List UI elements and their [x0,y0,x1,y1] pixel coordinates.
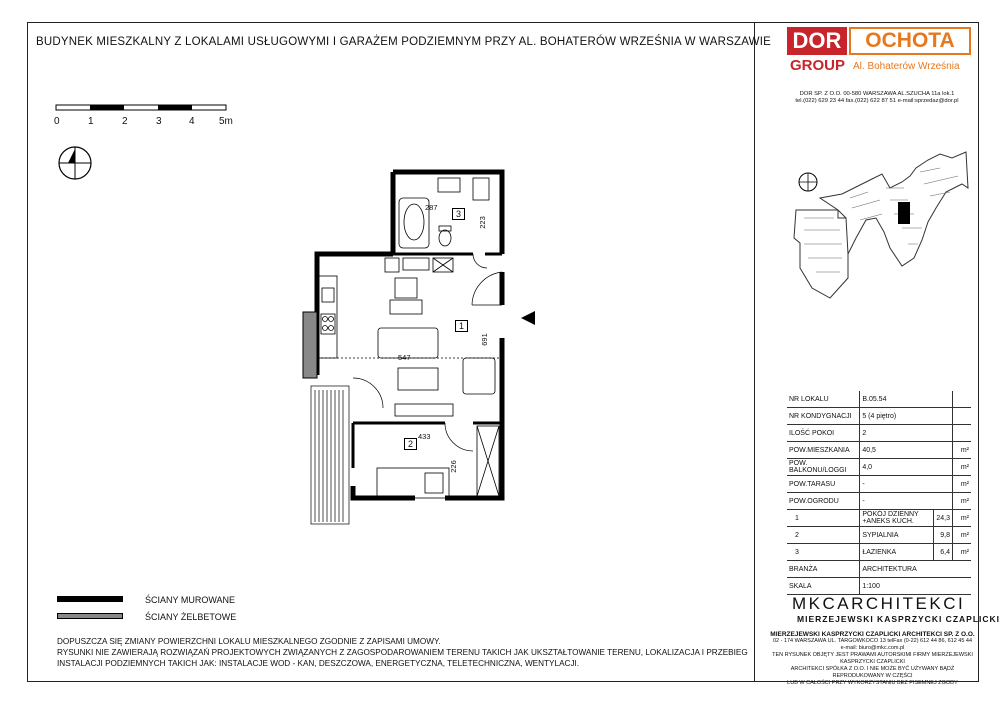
concrete-wall [303,312,317,378]
architect-line: TEN RYSUNEK OBJĘTY JEST PRAWAMI AUTORSKIMI FIRMY MIERZEJEWSKI KASPRZYCKI CZAPLICKI [772,652,973,665]
room-row [787,527,971,544]
info-unit [953,408,972,425]
info-unit: m² [953,493,972,510]
legend-masonry: ŚCIANY MUROWANE [145,595,236,605]
dimension: 691 [479,333,489,346]
info-value: ARCHITEKTURA [860,561,971,578]
room-no: 1 [787,510,860,527]
info-table [787,391,971,595]
info-value: - [860,476,953,493]
logo-subtitle: Al. Bohaterów Września [853,61,960,72]
note-line: RYSUNKI NIE ZAWIERAJĄ ROZWIĄZAŃ PROJEKTOWYCH ZWIĄZANYCH Z ZAGOSPODAROWANIEM TERENU TAKICH JAK UKSZTAŁTOWANIE TERENU, LOKALIZACJA I PRZEBIEG [57,648,748,657]
room-number-2: 2 [404,438,417,450]
info-row [787,493,971,510]
title-block-divider [754,22,755,682]
info-row [787,561,971,578]
company-address [782,91,972,105]
info-value: B.05.54 [860,391,953,408]
dimension: 287 [425,203,438,212]
mkc-subtitle: MIERZEJEWSKI KASPRZYCKI CZAPLICKI [797,614,1000,624]
info-label: SKALA [787,578,860,595]
info-value: 1:100 [860,578,971,595]
floor-plan [295,168,535,533]
room-name: ŁAZIENKA [860,544,934,561]
info-unit [953,391,972,408]
room-number-1: 1 [455,320,468,332]
room-unit: m² [953,510,972,527]
unit-location-marker [898,202,910,224]
info-label: NR KONDYGNACJI [787,408,860,425]
info-label: POW. BALKONU/LOGGI [787,459,860,476]
room-row [787,510,971,527]
info-value: 40,5 [860,442,953,459]
note-line: INSTALACJI PODZIEMNYCH TAKICH JAK: INSTALACJE WOD - KAN, DESZCZOWA, ENERGETYCZNA, TELETECHNICZNA, WENTYLACJI. [57,659,580,668]
scale-label: 0 [54,116,60,127]
room-name: POKÓJ DZIENNY +ANEKS KUCH. [860,510,934,527]
room-unit: m² [953,527,972,544]
info-label: POW.TARASU [787,476,860,493]
info-unit: m² [953,442,972,459]
info-label: POW.OGRODU [787,493,860,510]
info-unit: m² [953,459,972,476]
dimension: 226 [448,460,458,473]
room-no: 2 [787,527,860,544]
info-label: ILOŚĆ POKOI [787,425,860,442]
info-row [787,476,971,493]
scale-label: 2 [122,116,128,127]
room-name: SYPIALNIA [860,527,934,544]
architect-line: ARCHITEKCI SPÓŁKA Z O.O. I NIE MOŻE BYĆ UŻYWANY BĄDŹ REPRODUKOWANY W CZĘŚCI [790,666,955,679]
legend-concrete: ŚCIANY ŻELBETOWE [145,612,237,622]
room-no: 3 [787,544,860,561]
room-area: 9,8 [934,527,953,544]
notes [57,636,748,669]
dimension: 433 [418,432,431,441]
info-row [787,408,971,425]
info-value: 5 (4 piętro) [860,408,953,425]
concrete-swatch [57,613,123,619]
address-line: tel.(022) 629 23 44 fax.(022) 622 87 51 e-mail:sprzedaz@dor.pl [795,98,959,104]
info-row [787,578,971,595]
info-unit: m² [953,476,972,493]
info-label: POW.MIESZKANIA [787,442,860,459]
dimension: 223 [477,216,487,229]
scale-label: 1 [88,116,94,127]
info-value: 4,0 [860,459,953,476]
room-area: 6,4 [934,544,953,561]
room-number-3: 3 [452,208,465,220]
room-unit: m² [953,544,972,561]
info-value: - [860,493,953,510]
dor-logo: DOR [787,27,847,55]
info-row [787,442,971,459]
group-logo: GROUP [790,57,846,74]
architect-line: LUB W CAŁOŚCI PRZY WYKORZYSTANIU BEZ PISEMNEJ ZGODY [787,680,958,686]
scale-label: 4 [189,116,195,127]
dimension: 547 [398,353,411,362]
mkc-logo: MKCARCHITEKCI [792,594,966,613]
page-title: BUDYNEK MIESZKALNY Z LOKALAMI USŁUGOWYMI I GARAŻEM PODZIEMNYM PRZY AL. BOHATERÓW WRZEŚNIA W WARSZAWIE [36,36,771,48]
scale-label: 5m [219,116,233,127]
note-line: DOPUSZCZA SIĘ ZMIANY POWIERZCHNI LOKALU MIESZKALNEGO ZGODNIE Z ZAPISAMI UMOWY. [57,637,441,646]
key-plan [790,148,972,300]
address-line: DOR SP. Z O.O. 00-580 WARSZAWA AL.SZUCHA 11a lok.1 [799,91,955,97]
info-unit [953,425,972,442]
info-row [787,425,971,442]
ochota-logo: OCHOTA [849,27,971,55]
architect-line: 02 - 174 WARSZAWA UL. TARGOWKOCO 13 telFax (0-22) 612 44 86, 612 45 44 e-mail: biuro@mkc.com.pl [772,638,973,651]
room-area: 24,3 [934,510,953,527]
info-label: BRANŻA [787,561,860,578]
masonry-swatch [57,596,123,602]
info-value: 2 [860,425,953,442]
info-row [787,459,971,476]
north-arrow-icon [56,144,94,182]
architect-line: MIERZEJEWSKI KASPRZYCKI CZAPLICKI ARCHITEKCI SP. Z O.O. [770,631,975,638]
info-label: NR LOKALU [787,391,860,408]
architect-info [770,631,975,687]
info-row [787,391,971,408]
scale-label: 3 [156,116,162,127]
room-row [787,544,971,561]
